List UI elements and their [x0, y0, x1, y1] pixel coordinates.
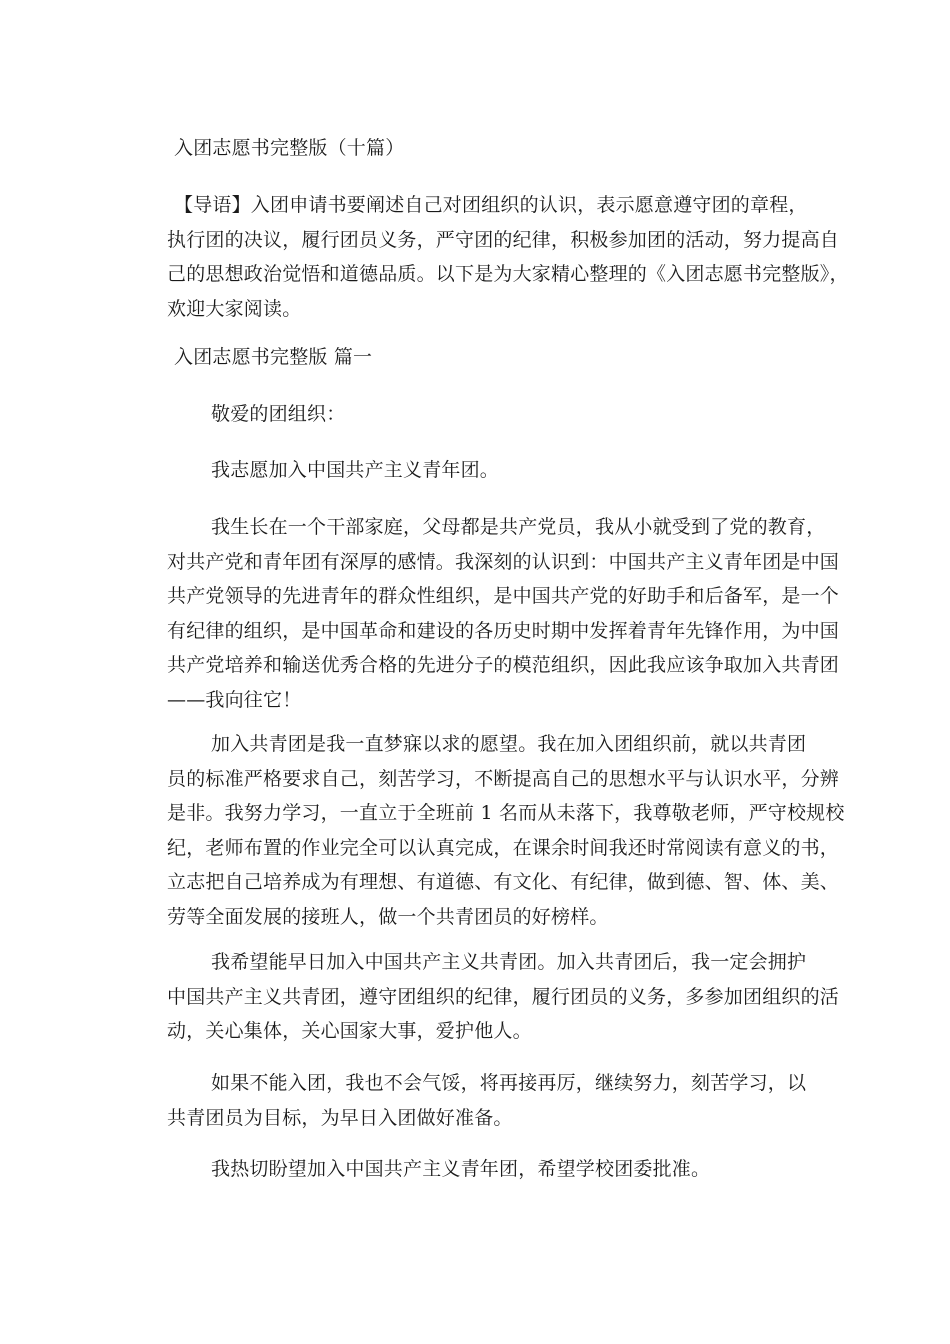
paragraph-line: 员的标准严格要求自己，刻苦学习，不断提高自己的思想水平与认识水平，分辨: [167, 767, 840, 790]
paragraph-line: 动，关心集体，关心国家大事，爱护他人。: [167, 1020, 532, 1042]
intro-paragraph: [167, 188, 849, 326]
document-title: 入团志愿书完整版（十篇）: [174, 137, 405, 159]
paragraph-6: 我热切盼望加入中国共产主义青年团，希望学校团委批准。: [211, 1158, 711, 1180]
paragraph-5: [167, 1066, 807, 1135]
paragraph-4: [167, 945, 840, 1049]
salutation: 敬爱的团组织：: [211, 403, 346, 425]
paragraph-line: ——我向往它！: [167, 688, 302, 711]
paragraph-line: 我生长在一个干部家庭，父母都是共产党员，我从小就受到了党的教育，: [211, 516, 826, 538]
paragraph-2: [167, 510, 840, 717]
intro-line: 欢迎大家阅读。: [167, 297, 302, 320]
intro-line: 执行团的决议，履行团员义务，严守团的纪律，积极参加团的活动，努力提高自: [167, 228, 840, 251]
paragraph-line: 如果不能入团，我也不会气馁，将再接再厉，继续努力，刻苦学习，以: [211, 1072, 807, 1094]
paragraph-3: [167, 727, 845, 934]
paragraph-line: 是非。我努力学习，一直立于全班前 1 名而从未落下，我尊敬老师，严守校规校: [167, 802, 845, 824]
paragraph-line: 中国共产主义共青团，遵守团组织的纪律，履行团员的义务，多参加团组织的活: [167, 985, 840, 1008]
paragraph-line: 对共产党和青年团有深厚的感情。我深刻的认识到：中国共产主义青年团是中国: [167, 550, 840, 573]
paragraph-line: 有纪律的组织，是中国革命和建设的各历史时期中发挥着青年先锋作用，为中国: [167, 619, 840, 642]
paragraph-line: 加入共青团是我一直梦寐以求的愿望。我在加入团组织前，就以共青团: [211, 733, 807, 755]
intro-line: 【导语】入团申请书要阐述自己对团组织的认识，表示愿意遵守团的章程，: [174, 194, 808, 216]
paragraph-1: 我志愿加入中国共产主义青年团。: [211, 459, 500, 481]
section-heading: 入团志愿书完整版 篇一: [174, 346, 373, 368]
paragraph-line: 共产党领导的先进青年的群众性组织，是中国共产党的好助手和后备军，是一个: [167, 585, 840, 607]
paragraph-line: 劳等全面发展的接班人，做一个共青团员的好榜样。: [167, 905, 609, 928]
paragraph-line: 立志把自己培养成为有理想、有道德、有文化、有纪律，做到德、智、体、美、: [167, 871, 840, 893]
paragraph-line: 纪，老师布置的作业完全可以认真完成，在课余时间我还时常阅读有意义的书，: [167, 836, 840, 859]
paragraph-line: 共产党培养和输送优秀合格的先进分子的模范组织，因此我应该争取加入共青团: [167, 654, 840, 676]
intro-line: 己的思想政治觉悟和道德品质。以下是为大家精心整理的《入团志愿书完整版》，: [167, 263, 849, 285]
paragraph-line: 共青团员为目标，为早日入团做好准备。: [167, 1106, 513, 1129]
paragraph-line: 我希望能早日加入中国共产主义共青团。加入共青团后，我一定会拥护: [211, 951, 807, 973]
